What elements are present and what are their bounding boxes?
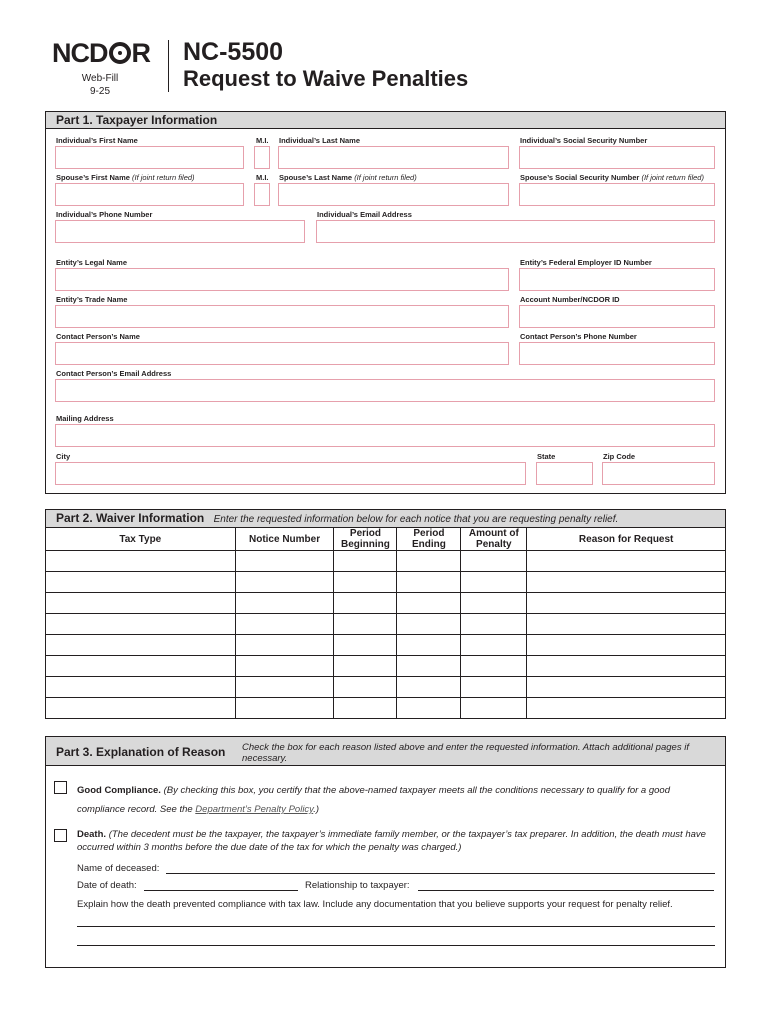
form-title: Request to Waive Penalties [183,66,469,91]
part1-title: Part 1. Taxpayer Information [46,112,725,129]
spouse-last-name-text: Spouse’s Last Name [279,173,353,182]
contact-name-label: Contact Person’s Name [56,332,140,341]
city-field[interactable] [55,462,526,485]
col-period-beginning-top: Period [349,528,382,539]
table-cell-input[interactable] [461,635,527,656]
part2-title: Part 2. Waiver Information [56,511,205,525]
table-cell-input[interactable] [235,698,334,719]
good-compliance-end: .) [313,804,320,815]
table-cell-input[interactable] [397,551,461,572]
waiver-header-row [46,528,726,551]
part3-note: Check the box for each reason listed above and enter the requested information. Attach additional pages if necessary. [242,742,689,764]
table-cell-input[interactable] [235,551,334,572]
last-name-field[interactable] [278,146,509,169]
fein-field[interactable] [519,268,715,291]
table-cell-input[interactable] [334,635,397,656]
table-row [46,656,726,677]
table-cell-input[interactable] [527,593,726,614]
explain-text: Explain how the death prevented compliance with tax law. Include any documentation that you believe supports your request for penalty relief. [77,899,673,910]
email-label: Individual’s Email Address [317,210,412,219]
death-checkbox[interactable] [54,829,67,842]
relationship-label: Relationship to taxpayer: [305,880,410,891]
state-field[interactable] [536,462,593,485]
table-cell-input[interactable] [46,635,236,656]
col-period-ending-top: Period [413,528,445,539]
ncdor-logo [52,38,150,69]
account-label: Account Number/NCDOR ID [520,295,620,304]
table-cell-input[interactable] [397,656,461,677]
table-cell-input[interactable] [334,614,397,635]
table-cell-input[interactable] [397,635,461,656]
ssn-label: Individual’s Social Security Number [520,136,648,145]
spouse-mi-label: M.I. [256,173,269,182]
mailing-label: Mailing Address [56,414,114,423]
spouse-first-name-label [56,173,195,182]
col-amount-top: Amount of [468,528,519,539]
spouse-first-note: (If joint return filed) [132,173,195,182]
phone-field[interactable] [55,220,305,243]
col-tax-type-label: Tax Type [119,533,162,545]
web-fill-version [72,72,128,98]
table-cell-input[interactable] [235,614,334,635]
table-cell-input[interactable] [527,614,726,635]
table-cell-input[interactable] [235,656,334,677]
contact-name-field[interactable] [55,342,509,365]
table-cell-input[interactable] [334,698,397,719]
fein-label: Entity’s Federal Employer ID Number [520,258,652,267]
good-compliance-text [77,781,717,819]
contact-phone-label: Contact Person’s Phone Number [520,332,637,341]
table-cell-input[interactable] [235,572,334,593]
penalty-policy-link[interactable]: Department’s Penalty Policy [195,804,314,815]
table-cell-input[interactable] [527,635,726,656]
col-period-ending-bottom: Ending [411,539,446,550]
spouse-last-name-label [279,173,417,182]
spouse-ssn-text: Spouse’s Social Security Number [520,173,640,182]
table-row [46,572,726,593]
good-compliance-checkbox[interactable] [54,781,67,794]
contact-email-label: Contact Person’s Email Address [56,369,172,378]
table-row [46,677,726,698]
spouse-first-name-field[interactable] [55,183,244,206]
table-cell-input[interactable] [334,551,397,572]
table-row [46,635,726,656]
table-cell-input[interactable] [46,656,236,677]
table-cell-input[interactable] [334,656,397,677]
col-period-ending [397,528,461,551]
last-name-label: Individual’s Last Name [279,136,360,145]
spouse-mi-field[interactable] [254,183,270,206]
table-cell-input[interactable] [527,698,726,719]
col-amount-penalty [461,528,527,551]
dod-label: Date of death: [77,880,137,891]
death-body: (The decedent must be the taxpayer, the taxpayer’s immediate family member, or the taxpayer’s tax preparer. In addition, the death must have occurred within 3 months before the due date of the tax for which the penalty was charged.) [77,829,706,853]
part2-header [45,509,726,527]
col-notice-number-label: Notice Number [248,533,321,545]
entity-name-field[interactable] [55,268,509,291]
good-compliance-title: Good Compliance. [77,785,161,796]
col-amount-bottom: Penalty [476,539,512,550]
spouse-ssn-note: (If joint return filed) [641,173,704,182]
death-text [77,828,722,854]
form-number: NC-5500 [183,38,284,66]
version-label: 9-25 [89,86,110,97]
explain-line-2[interactable] [77,945,715,946]
zip-label: Zip Code [603,452,636,461]
good-compliance-body: (By checking this box, you certify that the above-named taxpayer meets all the conditions necessary to qualify for a good compliance record. See the [77,785,670,815]
part3-header [45,736,726,766]
table-cell-input[interactable] [461,614,527,635]
first-name-label: Individual’s First Name [56,136,138,145]
table-cell-input[interactable] [46,593,236,614]
table-cell-input[interactable] [461,698,527,719]
table-cell-input[interactable] [527,677,726,698]
col-reason [527,528,726,551]
entity-name-label: Entity’s Legal Name [56,258,127,267]
spouse-last-note: (If joint return filed) [354,173,417,182]
table-cell-input[interactable] [334,593,397,614]
logo-text-d: D [89,38,108,68]
mi-field[interactable] [254,146,270,169]
email-field[interactable] [316,220,715,243]
deceased-label: Name of deceased: [77,863,160,874]
table-cell-input[interactable] [397,677,461,698]
first-name-field[interactable] [55,146,244,169]
web-fill-label: Web-Fill [81,73,119,84]
table-cell-input[interactable] [46,677,236,698]
table-row [46,551,726,572]
col-period-beginning [334,528,397,551]
table-cell-input[interactable] [527,656,726,677]
contact-phone-field[interactable] [519,342,715,365]
table-cell-input[interactable] [46,614,236,635]
waiver-body [46,551,726,719]
table-cell-input[interactable] [397,593,461,614]
table-cell-input[interactable] [46,551,236,572]
spouse-ssn-field[interactable] [519,183,715,206]
col-tax-type [46,528,236,551]
table-cell-input[interactable] [397,572,461,593]
table-cell-input[interactable] [461,572,527,593]
mi-label: M.I. [256,136,269,145]
col-reason-label: Reason for Request [578,533,674,545]
trade-name-field[interactable] [55,305,509,328]
col-period-beginning-bottom: Beginning [341,539,390,550]
phone-label: Individual’s Phone Number [56,210,153,219]
explain-line-1[interactable] [77,926,715,927]
table-cell-input[interactable] [461,677,527,698]
trade-name-label: Entity’s Trade Name [56,295,128,304]
table-cell-input[interactable] [527,551,726,572]
spouse-last-name-field[interactable] [278,183,509,206]
account-field[interactable] [519,305,715,328]
zip-field[interactable] [602,462,715,485]
table-row [46,614,726,635]
logo-text-r: R [131,38,150,68]
header-divider [168,40,169,92]
table-cell-input[interactable] [235,593,334,614]
table-cell-input[interactable] [461,656,527,677]
table-cell-input[interactable] [334,677,397,698]
table-cell-input[interactable] [46,572,236,593]
table-cell-input[interactable] [46,698,236,719]
table-cell-input[interactable] [397,614,461,635]
table-row [46,593,726,614]
relationship-line[interactable] [418,890,714,891]
part2-note: Enter the requested information below for each notice that you are requesting penalty relief. [213,514,619,525]
table-cell-input[interactable] [461,551,527,572]
waiver-table [45,527,726,719]
col-notice-number [235,528,334,551]
table-row [46,698,726,719]
deceased-line[interactable] [166,873,715,874]
spouse-first-name-text: Spouse’s First Name [56,173,130,182]
table-cell-input[interactable] [235,635,334,656]
city-label: City [56,452,71,461]
logo-text-nc: NC [52,38,89,68]
table-cell-input[interactable] [397,698,461,719]
mailing-field[interactable] [55,424,715,447]
logo-o-icon [109,42,131,64]
part3-title: Part 3. Explanation of Reason [56,745,226,759]
table-cell-input[interactable] [461,593,527,614]
death-title: Death. [77,829,107,840]
table-cell-input[interactable] [527,572,726,593]
ssn-field[interactable] [519,146,715,169]
spouse-ssn-label [520,173,704,182]
dod-line[interactable] [144,890,298,891]
contact-email-field[interactable] [55,379,715,402]
state-label: State [537,452,556,461]
table-cell-input[interactable] [235,677,334,698]
table-cell-input[interactable] [334,572,397,593]
